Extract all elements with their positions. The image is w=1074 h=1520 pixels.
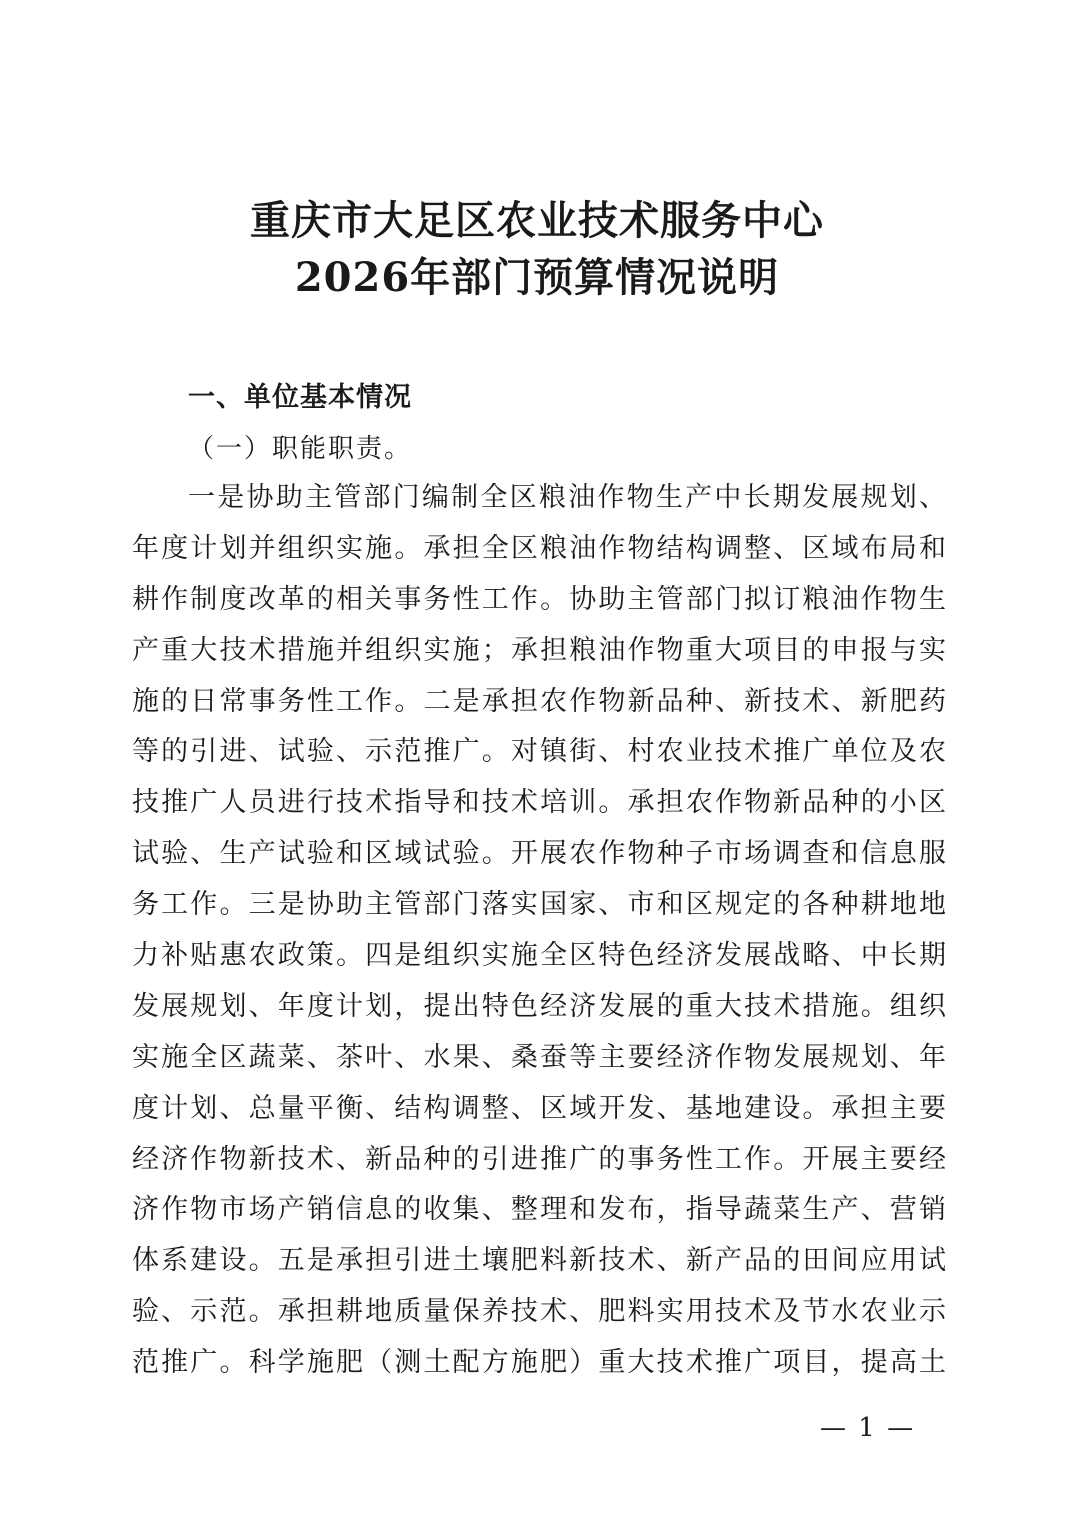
body-line: 产重大技术措施并组织实施；承担粮油作物重大项目的申报与实 [132, 634, 946, 666]
body-line: 验、示范。承担耕地质量保养技术、肥料实用技术及节水农业示 [132, 1296, 946, 1328]
body-line: 一是协助主管部门编制全区粮油作物生产中长期发展规划、 [188, 482, 946, 513]
document-title-line-2: 2026年部门预算情况说明 [294, 254, 780, 301]
body-line: 试验、生产试验和区域试验。开展农作物种子市场调查和信息服 [132, 838, 946, 870]
body-line: 耕作制度改革的相关事务性工作。协助主管部门拟订粮油作物生 [132, 583, 946, 615]
body-line: 年度计划并组织实施。承担全区粮油作物结构调整、区域布局和 [132, 532, 946, 564]
body-line: 施的日常事务性工作。二是承担农作物新品种、新技术、新肥药 [132, 685, 946, 717]
body-line: 力补贴惠农政策。四是组织实施全区特色经济发展战略、中长期 [132, 940, 946, 972]
body-line: 实施全区蔬菜、茶叶、水果、桑蚕等主要经济作物发展规划、年 [132, 1041, 946, 1073]
body-line: 技推广人员进行技术指导和技术培训。承担农作物新品种的小区 [132, 787, 946, 819]
body-line: 务工作。三是协助主管部门落实国家、市和区规定的各种耕地地 [132, 889, 946, 921]
body-line: 度计划、总量平衡、结构调整、区域开发、基地建设。承担主要 [132, 1092, 946, 1124]
page-number: — 1 — [820, 1413, 916, 1443]
body-line: 范推广。科学施肥（测土配方施肥）重大技术推广项目，提高土 [132, 1347, 946, 1379]
document-title-line-1: 重庆市大足区农业技术服务中心 [250, 197, 824, 244]
body-line: 等的引进、试验、示范推广。对镇街、村农业技术推广单位及农 [132, 736, 946, 768]
subsection-heading: （一）职能职责。 [188, 434, 413, 464]
body-line: 体系建设。五是承担引进土壤肥料新技术、新产品的田间应用试 [132, 1245, 946, 1277]
body-paragraph [132, 480, 946, 1396]
body-line: 发展规划、年度计划，提出特色经济发展的重大技术措施。组织 [132, 990, 946, 1022]
section-heading: 一、单位基本情况 [188, 382, 412, 413]
body-line: 经济作物新技术、新品种的引进推广的事务性工作。开展主要经 [132, 1143, 946, 1175]
body-line: 济作物市场产销信息的收集、整理和发布，指导蔬菜生产、营销 [132, 1194, 946, 1226]
